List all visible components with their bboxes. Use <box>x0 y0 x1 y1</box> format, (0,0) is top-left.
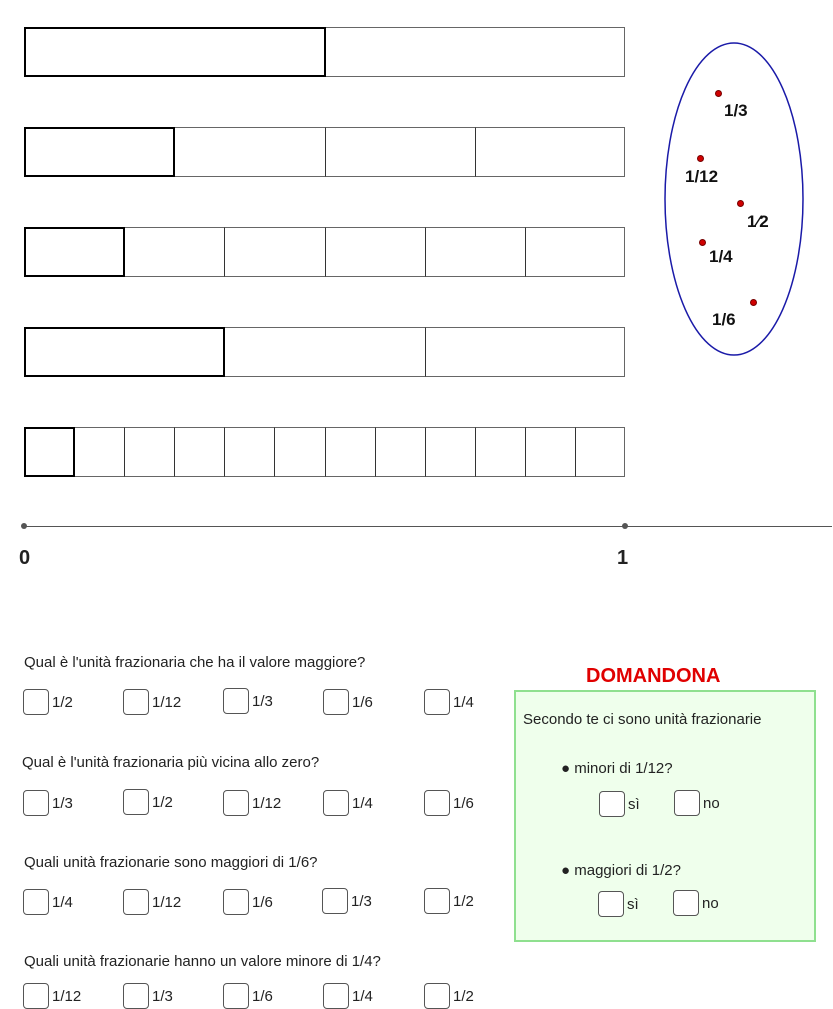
strip-part <box>575 427 625 477</box>
question-4-option-2[interactable] <box>123 983 173 1009</box>
option-label: 1/4 <box>453 693 474 711</box>
strip-part-selected <box>24 327 225 377</box>
option-label: 1/12 <box>52 987 82 1005</box>
checkbox[interactable] <box>323 983 349 1009</box>
option-label: 1/3 <box>52 794 73 812</box>
option-label: 1/2 <box>152 793 173 811</box>
option-label: 1/12 <box>252 794 282 812</box>
question-2-option-1[interactable] <box>23 790 73 816</box>
strip-part-selected <box>24 427 75 477</box>
domandona-title: DOMANDONA <box>586 665 721 687</box>
question-2-option-3[interactable] <box>223 790 281 816</box>
fraction-strip-halves <box>24 27 625 77</box>
domandona-intro: Secondo te ci sono unità frazionarie <box>523 711 762 728</box>
strip-part <box>274 427 325 477</box>
checkbox[interactable] <box>322 888 348 914</box>
checkbox[interactable] <box>424 983 450 1009</box>
option-label: 1/12 <box>152 893 182 911</box>
checkbox[interactable] <box>23 983 49 1009</box>
option-label: 1/4 <box>52 893 73 911</box>
strip-part-selected <box>24 227 125 277</box>
option-label: 1/3 <box>351 892 372 910</box>
option-label: 1/2 <box>52 693 73 711</box>
strip-part <box>124 427 175 477</box>
checkbox[interactable] <box>223 688 249 714</box>
strip-part <box>74 427 125 477</box>
strip-part <box>174 427 225 477</box>
option-label: 1/12 <box>152 693 182 711</box>
fraction-strip-thirds <box>24 327 625 377</box>
checkbox[interactable] <box>424 689 450 715</box>
option-label: 1/6 <box>352 693 373 711</box>
fraction-label-one-third[interactable]: 1/3 <box>724 101 748 120</box>
checkbox[interactable] <box>123 789 149 815</box>
number-line-one-point[interactable] <box>622 523 628 529</box>
number-line-one-label: 1 <box>617 547 629 569</box>
question-3-option-1[interactable] <box>23 889 73 915</box>
question-1-option-1[interactable] <box>23 689 73 715</box>
strip-part-selected <box>24 27 326 77</box>
greater-than-no-option[interactable] <box>673 890 719 916</box>
question-4-option-5[interactable] <box>424 983 474 1009</box>
strip-part <box>224 327 425 377</box>
fraction-label-one-half[interactable]: 1⁄2 <box>747 212 769 231</box>
checkbox[interactable] <box>424 790 450 816</box>
checkbox[interactable] <box>673 890 699 916</box>
less-than-no-option[interactable] <box>674 790 720 816</box>
option-label: sì <box>628 795 640 813</box>
checkbox[interactable] <box>323 689 349 715</box>
fraction-point-one-third[interactable] <box>715 90 722 97</box>
option-label: 1/3 <box>152 987 173 1005</box>
greater-than-yes-option[interactable] <box>598 891 639 917</box>
checkbox[interactable] <box>123 689 149 715</box>
checkbox[interactable] <box>674 790 700 816</box>
option-label: no <box>702 894 719 912</box>
checkbox[interactable] <box>23 790 49 816</box>
checkbox[interactable] <box>424 888 450 914</box>
question-2-text: Qual è l'unità frazionaria più vicina allo zero? <box>22 754 320 771</box>
checkbox[interactable] <box>23 689 49 715</box>
question-3-option-3[interactable] <box>223 889 273 915</box>
strip-part <box>475 427 526 477</box>
question-1-option-3[interactable] <box>223 688 273 714</box>
question-3-option-2[interactable] <box>123 889 181 915</box>
strip-part <box>325 227 426 277</box>
option-label: 1/6 <box>453 794 474 812</box>
strip-part <box>375 427 426 477</box>
strip-part <box>124 227 225 277</box>
question-4-option-4[interactable] <box>323 983 373 1009</box>
option-label: 1/6 <box>252 987 273 1005</box>
option-label: 1/4 <box>352 987 373 1005</box>
fraction-point-one-quarter[interactable] <box>699 239 706 246</box>
checkbox[interactable] <box>223 790 249 816</box>
fraction-label-one-sixth[interactable]: 1/6 <box>712 310 736 329</box>
option-label: no <box>703 794 720 812</box>
domandona-question-greater: ● maggiori di 1/2? <box>561 862 681 879</box>
fraction-point-one-twelfth[interactable] <box>697 155 704 162</box>
question-2-option-2[interactable] <box>123 789 173 815</box>
checkbox[interactable] <box>599 791 625 817</box>
option-label: sì <box>627 895 639 913</box>
checkbox[interactable] <box>598 891 624 917</box>
checkbox[interactable] <box>23 889 49 915</box>
strip-part <box>224 427 275 477</box>
question-2-option-4[interactable] <box>323 790 373 816</box>
fraction-strip-twelfths <box>24 427 625 477</box>
strip-part <box>525 227 625 277</box>
question-4-option-1[interactable] <box>23 983 81 1009</box>
checkbox[interactable] <box>323 790 349 816</box>
option-label: 1/2 <box>453 892 474 910</box>
checkbox[interactable] <box>223 889 249 915</box>
question-3-text: Quali unità frazionarie sono maggiori di 1/6? <box>24 854 318 871</box>
fraction-label-one-quarter[interactable]: 1/4 <box>709 247 733 266</box>
strip-part <box>325 127 476 177</box>
strip-part <box>224 227 325 277</box>
number-line-zero-label: 0 <box>19 547 31 569</box>
less-than-yes-option[interactable] <box>599 791 640 817</box>
option-label: 1/2 <box>453 987 474 1005</box>
strip-part <box>425 427 476 477</box>
question-4-option-3[interactable] <box>223 983 273 1009</box>
strip-part-selected <box>24 127 175 177</box>
strip-part <box>325 427 376 477</box>
question-1-option-4[interactable] <box>323 689 373 715</box>
question-1-option-2[interactable] <box>123 689 181 715</box>
fraction-point-one-half[interactable] <box>737 200 744 207</box>
checkbox[interactable] <box>123 983 149 1009</box>
number-line-zero-point[interactable] <box>21 523 27 529</box>
fraction-strip-sixths <box>24 227 625 277</box>
strip-part <box>425 327 625 377</box>
domandona-question-less: ● minori di 1/12? <box>561 760 673 777</box>
fraction-label-one-twelfth[interactable]: 1/12 <box>685 167 719 186</box>
checkbox[interactable] <box>223 983 249 1009</box>
strip-part <box>174 127 325 177</box>
strip-part <box>425 227 526 277</box>
option-label: 1/4 <box>352 794 373 812</box>
strip-part <box>525 427 576 477</box>
question-4-text: Quali unità frazionarie hanno un valore minore di 1/4? <box>24 953 381 970</box>
strip-part <box>475 127 625 177</box>
question-3-option-5[interactable] <box>424 888 474 914</box>
fraction-point-one-sixth[interactable] <box>750 299 757 306</box>
checkbox[interactable] <box>123 889 149 915</box>
question-1-option-5[interactable] <box>424 689 474 715</box>
question-2-option-5[interactable] <box>424 790 474 816</box>
question-1-text: Qual è l'unità frazionaria che ha il valore maggiore? <box>24 654 366 671</box>
option-label: 1/3 <box>252 692 273 710</box>
strip-part <box>325 27 626 77</box>
option-label: 1/6 <box>252 893 273 911</box>
question-3-option-4[interactable] <box>322 888 372 914</box>
number-line <box>24 526 832 527</box>
fraction-strip-quarters <box>24 127 625 177</box>
